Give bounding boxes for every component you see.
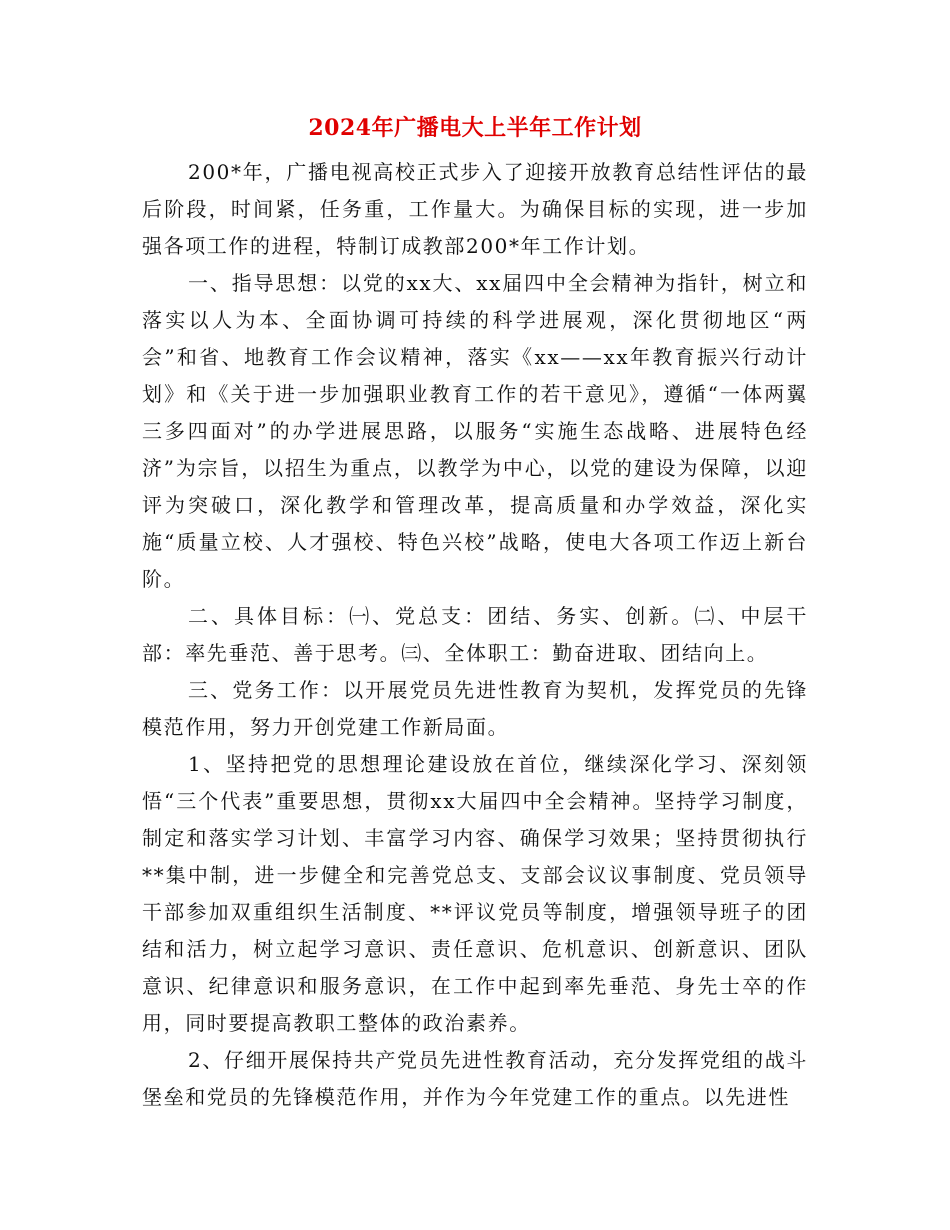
document-body (142, 154, 808, 1116)
paragraph-intro: 200*年，广播电视高校正式步入了迎接开放教育总结性评估的最后阶段，时间紧，任务重，工作量大。为确保目标的实现，进一步加强各项工作的进程，特制订成教部200*年工作计划。 (142, 160, 808, 258)
paragraph-guiding-ideology: 一、指导思想：以党的xx大、xx届四中全会精神为指针，树立和落实以人为本、全面协调可持续的科学进展观，深化贯彻地区“两会”和省、地教育工作会议精神，落实《xx——xx年教育振兴行动计划》和《关于进一步加强职业教育工作的若干意见》，遵循“一体两翼三多四面对”的办学进展思路，以服务“实施生态战略、进展特色经济”为宗旨，以招生为重点，以教学为中心，以党的建设为保障，以迎评为突破口，深化教学和管理改革，提高质量和办学效益，深化实施“质量立校、人才强校、特色兴校”战略，使电大各项工作迈上新台阶。 (142, 271, 808, 591)
paragraph-party-work: 三、党务工作：以开展党员先进性教育为契机，发挥党员的先锋模范作用，努力开创党建工作新局面。 (142, 678, 808, 739)
paragraph-item-1: 1、坚持把党的思想理论建设放在首位，继续深化学习、深刻领悟“三个代表”重要思想，贯彻xx大届四中全会精神。坚持学习制度，制定和落实学习计划、丰富学习内容、确保学习效果；坚持贯彻执行**集中制，进一步健全和完善党总支、支部会议议事制度、党员领导干部参加双重组织生活制度、**评议党员等制度，增强领导班子的团结和活力，树立起学习意识、责任意识、危机意识、创新意识、团队意识、纪律意识和服务意识，在工作中起到率先垂范、身先士卒的作用，同时要提高教职工整体的政治素养。 (142, 752, 808, 1035)
paragraph-item-2: 2、仔细开展保持共产党员先进性教育活动，充分发挥党组的战斗堡垒和党员的先锋模范作用，并作为今年党建工作的重点。以先进性 (142, 1048, 808, 1109)
paragraph-specific-goals: 二、具体目标：㈠、党总支：团结、务实、创新。㈡、中层干部：率先垂范、善于思考。㈢、全体职工：勤奋进取、团结向上。 (142, 604, 808, 665)
document-title: 2024年广播电大上半年工作计划 (308, 115, 642, 141)
